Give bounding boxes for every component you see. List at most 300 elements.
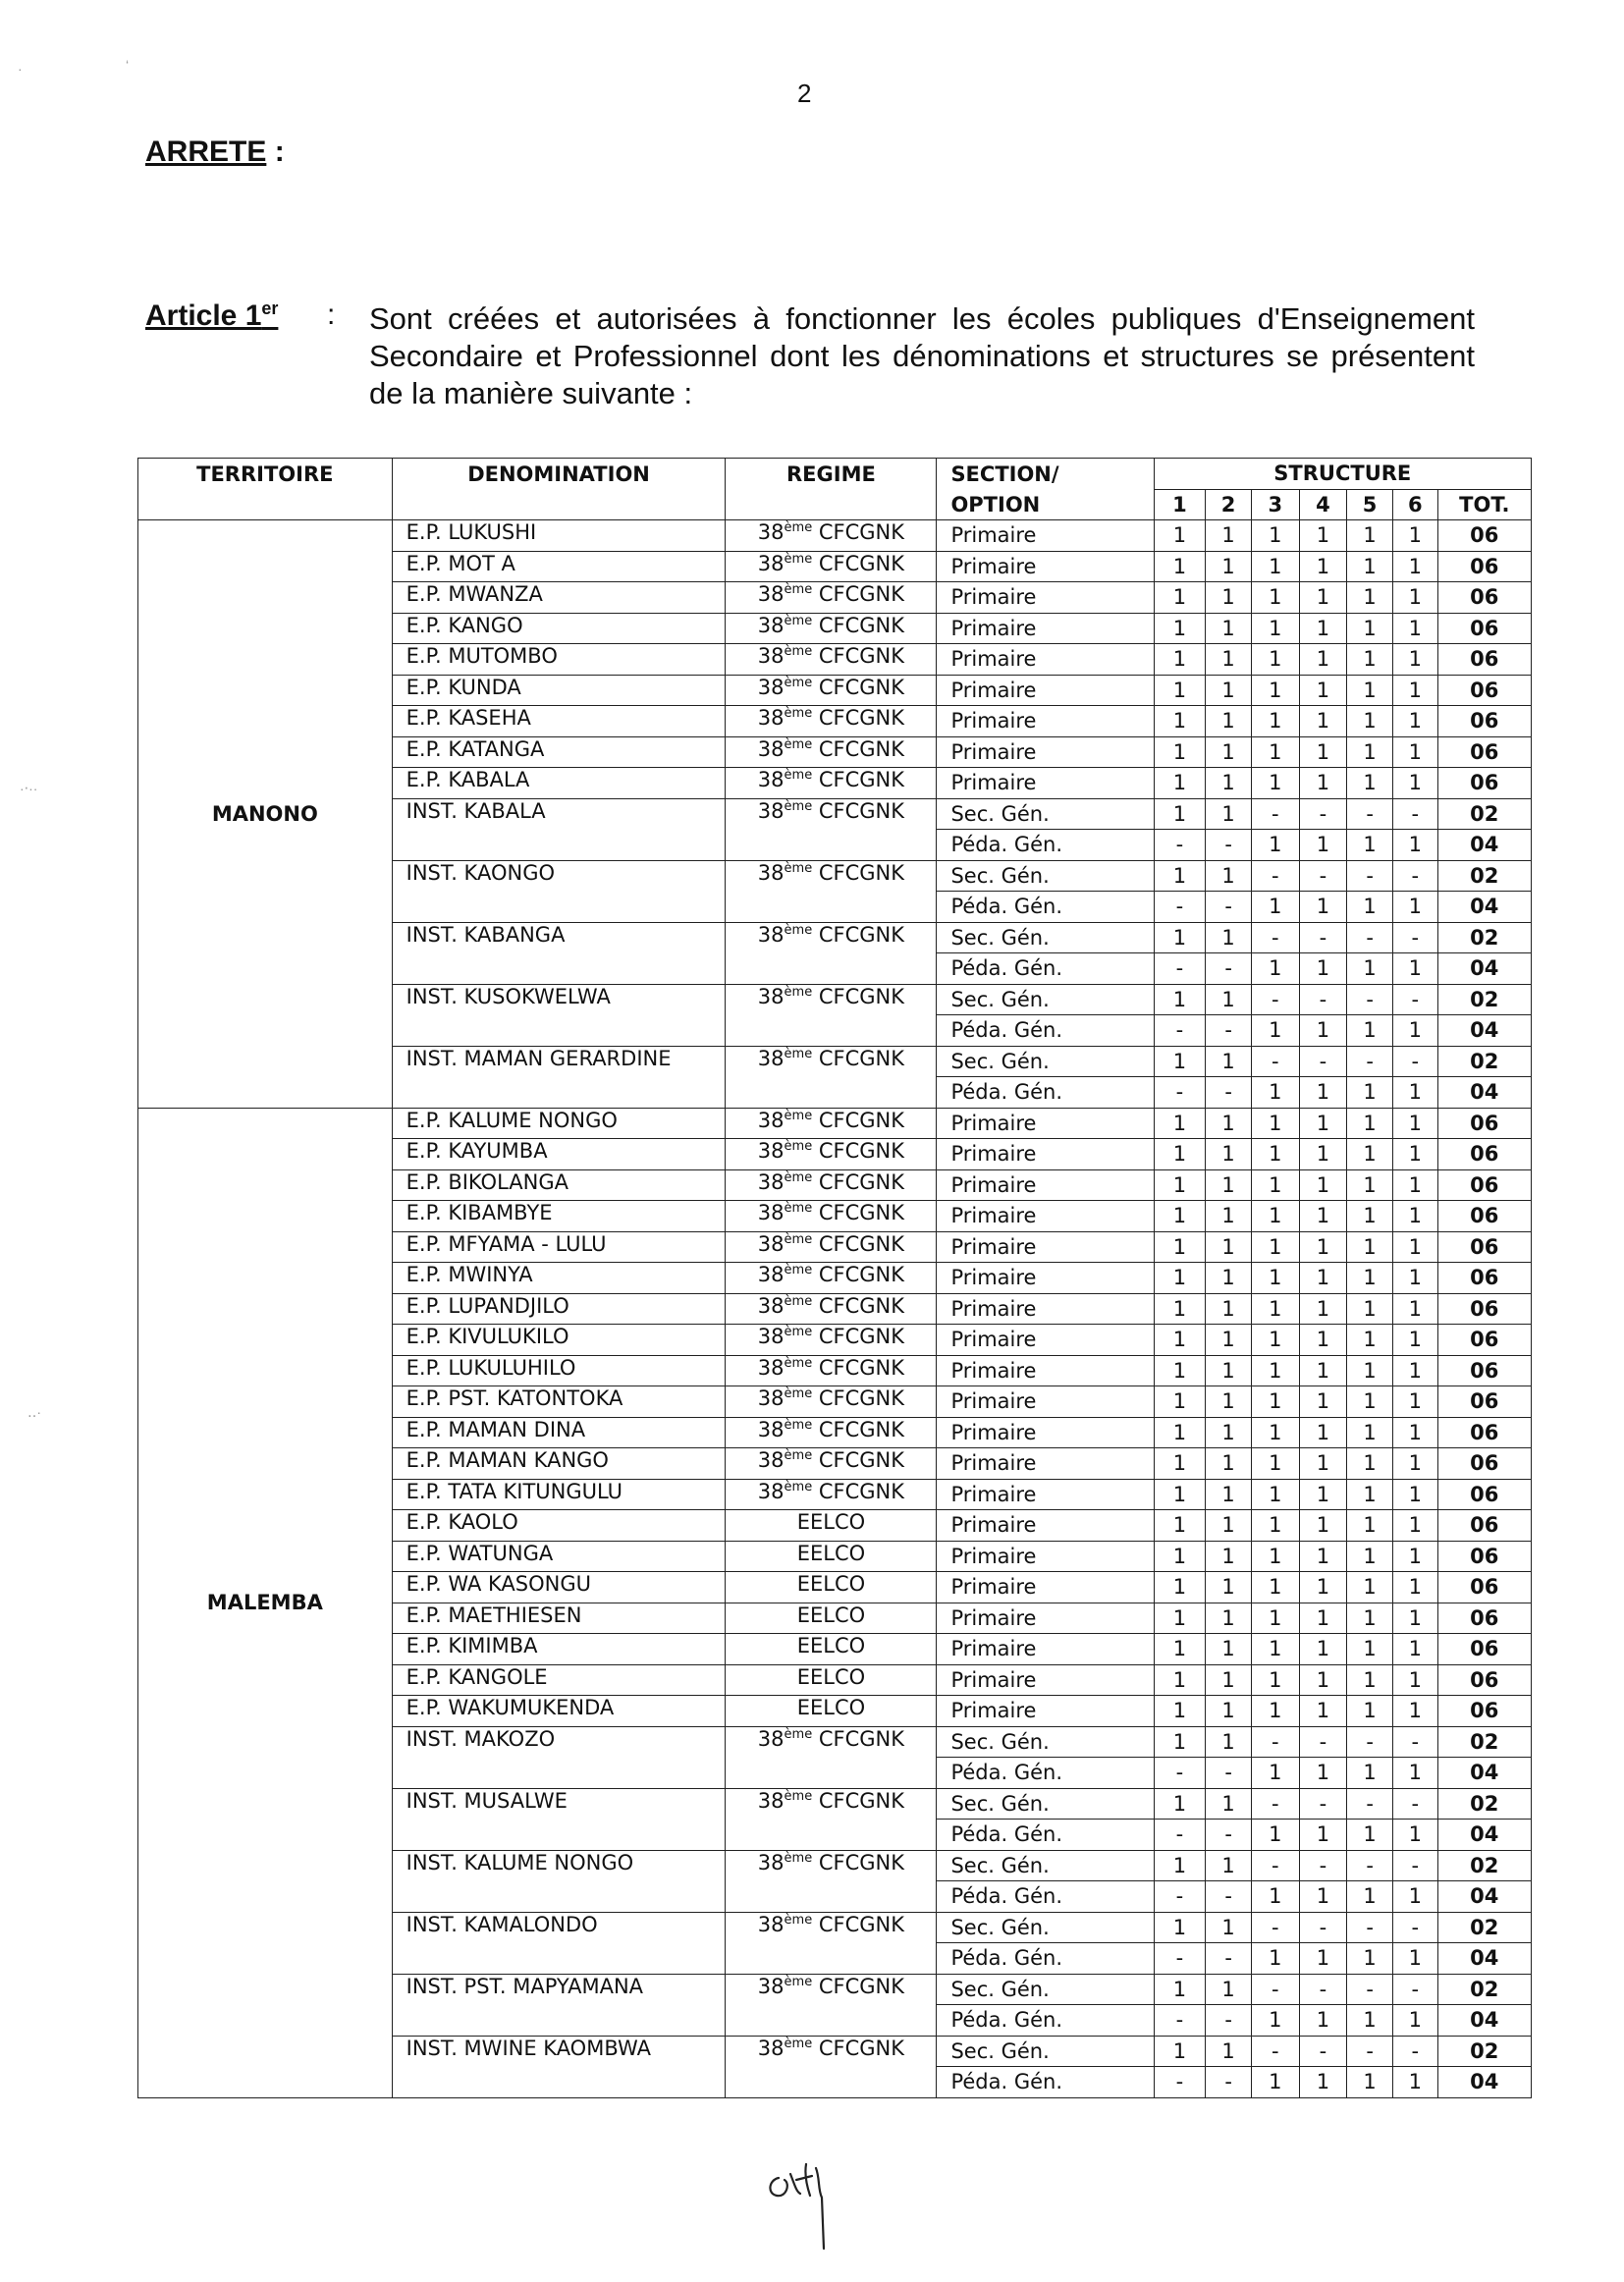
structure-cell-1: 1 [1154, 798, 1206, 830]
structure-cell-3: 1 [1251, 1293, 1299, 1325]
school-regime [726, 1510, 937, 1542]
structure-cell-5: 1 [1347, 1541, 1393, 1572]
regime-number: 38 [757, 768, 785, 791]
section-option: Primaire [937, 1510, 1154, 1542]
structure-cell-2: 1 [1206, 1510, 1252, 1542]
structure-cell-5: - [1347, 1974, 1393, 2005]
school-regime [726, 1603, 937, 1634]
school-name: E.P. KUNDA [392, 675, 726, 706]
structure-cell-5: 1 [1347, 1325, 1393, 1356]
regime-body: CFCGNK [812, 922, 905, 947]
school-regime [726, 984, 937, 1046]
section-option: Péda. Gén. [937, 1015, 1154, 1047]
structure-cell-2: 1 [1206, 1417, 1252, 1448]
structure-cell-5: - [1347, 1726, 1393, 1758]
regime-sup: ème [784, 1293, 813, 1309]
structure-cell-3: - [1251, 1726, 1299, 1758]
school-name: E.P. MAMAN KANGO [392, 1448, 726, 1480]
school-regime [726, 551, 937, 582]
structure-cell-1: 1 [1154, 644, 1206, 676]
structure-total: 06 [1437, 1139, 1531, 1170]
structure-cell-3: 1 [1251, 582, 1299, 614]
regime-number: 38 [757, 1139, 785, 1163]
schools-structure-table [137, 458, 1532, 2098]
regime-sup: ème [784, 922, 813, 938]
header-option: OPTION [937, 489, 1154, 520]
regime-body: CFCGNK [812, 1974, 905, 1998]
regime-body: CFCGNK [812, 1231, 905, 1256]
school-regime [726, 582, 937, 614]
structure-cell-6: 1 [1392, 1479, 1437, 1510]
structure-cell-5: 1 [1347, 706, 1393, 737]
page-number: 2 [797, 79, 812, 108]
structure-cell-3: 1 [1251, 736, 1299, 768]
section-option: Primaire [937, 768, 1154, 799]
regime-sup: ème [784, 1448, 813, 1463]
structure-cell-3: 1 [1251, 1231, 1299, 1263]
school-name: INST. KAMALONDO [392, 1912, 726, 1974]
school-regime [726, 2036, 937, 2097]
structure-cell-2: 1 [1206, 1850, 1252, 1881]
school-name: E.P. BIKOLANGA [392, 1169, 726, 1201]
regime-number: 38 [757, 1293, 785, 1318]
school-regime [726, 1541, 937, 1572]
structure-cell-6: 1 [1392, 551, 1437, 582]
structure-cell-1: 1 [1154, 1201, 1206, 1232]
regime-body: CFCGNK [812, 768, 905, 791]
section-option: Primaire [937, 1634, 1154, 1665]
structure-cell-4: 1 [1299, 1541, 1347, 1572]
structure-cell-4: 1 [1299, 1355, 1347, 1386]
structure-cell-3: 1 [1251, 1479, 1299, 1510]
structure-cell-4: - [1299, 922, 1347, 953]
structure-total: 06 [1437, 520, 1531, 552]
structure-cell-2: 1 [1206, 736, 1252, 768]
structure-cell-3: 1 [1251, 1386, 1299, 1418]
margin-dot: · [18, 61, 23, 77]
structure-cell-3: 1 [1251, 1572, 1299, 1603]
school-regime [726, 1263, 937, 1294]
regime-number: 38 [757, 1355, 785, 1380]
structure-cell-6: 1 [1392, 520, 1437, 552]
regime-number: 38 [757, 1386, 785, 1410]
section-option: Primaire [937, 1231, 1154, 1263]
section-option: Primaire [937, 1448, 1154, 1480]
structure-cell-4: 1 [1299, 1169, 1347, 1201]
structure-cell-5: 1 [1347, 520, 1393, 552]
regime-body: CFCGNK [812, 736, 905, 761]
regime-body: CFCGNK [812, 1788, 905, 1813]
regime-sup: ème [784, 582, 813, 597]
school-regime [726, 798, 937, 860]
regime-body: CFCGNK [812, 1201, 905, 1224]
school-name: INST. PST. MAPYAMANA [392, 1974, 726, 2036]
structure-total: 06 [1437, 1448, 1531, 1480]
structure-cell-3: 1 [1251, 1325, 1299, 1356]
structure-cell-5: - [1347, 922, 1393, 953]
regime-body: CFCGNK [812, 798, 905, 823]
structure-cell-6: 1 [1392, 613, 1437, 644]
regime-number: 38 [757, 1231, 785, 1256]
structure-cell-1: - [1154, 2005, 1206, 2037]
structure-cell-4: 1 [1299, 768, 1347, 799]
regime-number: EELCO [796, 1696, 866, 1719]
structure-total: 04 [1437, 1820, 1531, 1851]
regime-number: 38 [757, 1974, 785, 1998]
structure-cell-5: 1 [1347, 1943, 1393, 1975]
section-option: Primaire [937, 1479, 1154, 1510]
school-regime [726, 1664, 937, 1696]
structure-cell-2: 1 [1206, 1201, 1252, 1232]
structure-cell-5: 1 [1347, 1696, 1393, 1727]
structure-cell-4: 1 [1299, 582, 1347, 614]
structure-total: 06 [1437, 1664, 1531, 1696]
structure-cell-5: 1 [1347, 2067, 1393, 2098]
section-option: Primaire [937, 1293, 1154, 1325]
structure-total: 02 [1437, 922, 1531, 953]
regime-sup: ème [784, 1139, 813, 1154]
structure-cell-5: - [1347, 984, 1393, 1015]
regime-number: 38 [757, 922, 785, 947]
regime-sup: ème [784, 2036, 813, 2051]
structure-cell-2: 1 [1206, 1974, 1252, 2005]
section-option: Primaire [937, 706, 1154, 737]
structure-cell-1: 1 [1154, 1293, 1206, 1325]
structure-cell-5: 1 [1347, 1448, 1393, 1480]
structure-cell-5: 1 [1347, 1231, 1393, 1263]
regime-sup: ème [784, 1386, 813, 1401]
structure-cell-3: 1 [1251, 1696, 1299, 1727]
article-label [145, 299, 278, 333]
school-regime [726, 1231, 937, 1263]
structure-cell-5: 1 [1347, 830, 1393, 861]
school-name: E.P. LUKULUHILO [392, 1355, 726, 1386]
structure-cell-6: 1 [1392, 1448, 1437, 1480]
structure-cell-4: - [1299, 1912, 1347, 1943]
structure-cell-4: 1 [1299, 1510, 1347, 1542]
structure-cell-2: 1 [1206, 1386, 1252, 1418]
structure-cell-5: - [1347, 1046, 1393, 1077]
regime-number: 38 [757, 613, 785, 637]
structure-cell-4: - [1299, 1788, 1347, 1820]
regime-sup: ème [784, 675, 813, 690]
school-name: E.P. KANGO [392, 613, 726, 644]
structure-cell-2: 1 [1206, 984, 1252, 1015]
structure-total: 06 [1437, 1263, 1531, 1294]
regime-number: 38 [757, 520, 785, 544]
structure-cell-1: - [1154, 1820, 1206, 1851]
school-name: E.P. KAOLO [392, 1510, 726, 1542]
section-option: Primaire [937, 1696, 1154, 1727]
structure-cell-6: 1 [1392, 1603, 1437, 1634]
structure-cell-3: 1 [1251, 706, 1299, 737]
structure-cell-4: 1 [1299, 706, 1347, 737]
structure-cell-6: 1 [1392, 706, 1437, 737]
structure-cell-1: 1 [1154, 551, 1206, 582]
section-option: Péda. Gén. [937, 892, 1154, 923]
structure-total: 06 [1437, 1541, 1531, 1572]
section-option: Sec. Gén. [937, 1850, 1154, 1881]
regime-body: CFCGNK [812, 1726, 905, 1751]
structure-cell-4: - [1299, 1850, 1347, 1881]
structure-cell-4: 1 [1299, 675, 1347, 706]
structure-cell-4: 1 [1299, 1417, 1347, 1448]
school-regime [726, 1108, 937, 1139]
structure-cell-5: 1 [1347, 1201, 1393, 1232]
structure-cell-4: - [1299, 2036, 1347, 2067]
structure-cell-4: 1 [1299, 1943, 1347, 1975]
structure-cell-6: - [1392, 1974, 1437, 2005]
article-colon: : [327, 299, 336, 331]
header-structure: STRUCTURE [1154, 459, 1531, 490]
table-row [138, 1108, 1532, 1139]
structure-cell-1: - [1154, 892, 1206, 923]
school-regime [726, 1850, 937, 1912]
regime-sup: ème [784, 798, 813, 814]
section-option: Sec. Gén. [937, 860, 1154, 892]
structure-cell-4: 1 [1299, 953, 1347, 985]
structure-cell-6: 1 [1392, 830, 1437, 861]
regime-sup: ème [784, 1479, 813, 1494]
structure-cell-4: 1 [1299, 1696, 1347, 1727]
structure-cell-2: 1 [1206, 1479, 1252, 1510]
structure-cell-2: 1 [1206, 2036, 1252, 2067]
structure-cell-4: 1 [1299, 1479, 1347, 1510]
school-regime [726, 1726, 937, 1788]
structure-cell-3: 1 [1251, 1448, 1299, 1480]
regime-body: CFCGNK [812, 520, 905, 544]
structure-total: 02 [1437, 1912, 1531, 1943]
structure-cell-2: 1 [1206, 798, 1252, 830]
section-option: Primaire [937, 1664, 1154, 1696]
school-name: INST. KABALA [392, 798, 726, 860]
structure-cell-2: 1 [1206, 644, 1252, 676]
section-option: Primaire [937, 644, 1154, 676]
structure-total: 02 [1437, 1974, 1531, 2005]
structure-total: 04 [1437, 1881, 1531, 1913]
structure-cell-1: 1 [1154, 860, 1206, 892]
section-option: Primaire [937, 551, 1154, 582]
section-option: Sec. Gén. [937, 1788, 1154, 1820]
structure-cell-3: 1 [1251, 675, 1299, 706]
structure-cell-4: 1 [1299, 1664, 1347, 1696]
margin-dot: ·‧·· [20, 781, 38, 796]
structure-cell-3: 1 [1251, 1603, 1299, 1634]
regime-sup: ème [784, 1912, 813, 1928]
structure-cell-2: 1 [1206, 613, 1252, 644]
structure-cell-4: 1 [1299, 892, 1347, 923]
structure-cell-3: 1 [1251, 1417, 1299, 1448]
section-option: Sec. Gén. [937, 1974, 1154, 2005]
structure-cell-3: - [1251, 1046, 1299, 1077]
structure-cell-6: 1 [1392, 1664, 1437, 1696]
structure-cell-6: 1 [1392, 1634, 1437, 1665]
structure-cell-3: 1 [1251, 1943, 1299, 1975]
school-regime [726, 1572, 937, 1603]
structure-total: 06 [1437, 1696, 1531, 1727]
structure-cell-1: - [1154, 1015, 1206, 1047]
structure-cell-2: 1 [1206, 1263, 1252, 1294]
structure-cell-6: - [1392, 1788, 1437, 1820]
structure-cell-4: 1 [1299, 1881, 1347, 1913]
structure-cell-4: 1 [1299, 1758, 1347, 1789]
regime-number: 38 [757, 1263, 785, 1286]
structure-cell-6: 1 [1392, 1263, 1437, 1294]
structure-total: 04 [1437, 1943, 1531, 1975]
structure-cell-6: 1 [1392, 644, 1437, 676]
decree-heading-label: ARRETE [145, 136, 267, 168]
structure-cell-6: 1 [1392, 1417, 1437, 1448]
school-regime [726, 1386, 937, 1418]
structure-cell-1: 1 [1154, 1696, 1206, 1727]
school-regime [726, 1788, 937, 1850]
structure-cell-4: 1 [1299, 1634, 1347, 1665]
school-regime [726, 1417, 937, 1448]
structure-cell-4: - [1299, 1974, 1347, 2005]
school-regime [726, 1355, 937, 1386]
school-name: E.P. MWINYA [392, 1263, 726, 1294]
structure-cell-3: 1 [1251, 2005, 1299, 2037]
structure-cell-5: 1 [1347, 1758, 1393, 1789]
section-option: Sec. Gén. [937, 1046, 1154, 1077]
regime-sup: ème [784, 984, 813, 1000]
section-option: Primaire [937, 1139, 1154, 1170]
structure-cell-5: 1 [1347, 1263, 1393, 1294]
header-col-6: 6 [1392, 489, 1437, 520]
structure-total: 02 [1437, 1046, 1531, 1077]
structure-cell-6: 1 [1392, 1696, 1437, 1727]
school-regime [726, 1201, 937, 1232]
school-regime [726, 1448, 937, 1480]
structure-total: 06 [1437, 736, 1531, 768]
regime-body: CFCGNK [812, 1355, 905, 1380]
school-regime [726, 675, 937, 706]
structure-cell-1: - [1154, 1077, 1206, 1109]
signature-icon [761, 2150, 849, 2258]
school-regime [726, 1325, 937, 1356]
structure-total: 06 [1437, 675, 1531, 706]
school-name: E.P. KATANGA [392, 736, 726, 768]
structure-cell-4: 1 [1299, 1293, 1347, 1325]
structure-cell-4: 1 [1299, 551, 1347, 582]
regime-body: CFCGNK [812, 984, 905, 1008]
structure-cell-4: 1 [1299, 2005, 1347, 2037]
section-option: Sec. Gén. [937, 984, 1154, 1015]
school-regime [726, 1169, 937, 1201]
structure-total: 02 [1437, 2036, 1531, 2067]
structure-total: 06 [1437, 1603, 1531, 1634]
structure-cell-3: - [1251, 1788, 1299, 1820]
territory-cell: MALEMBA [138, 1108, 393, 2097]
section-option: Péda. Gén. [937, 1881, 1154, 1913]
structure-total: 06 [1437, 1479, 1531, 1510]
regime-body: CFCGNK [812, 1912, 905, 1936]
regime-sup: ème [784, 736, 813, 752]
structure-total: 02 [1437, 1726, 1531, 1758]
structure-cell-3: 1 [1251, 1541, 1299, 1572]
regime-number: 38 [757, 582, 785, 606]
header-total: TOT. [1437, 489, 1531, 520]
school-name: INST. MAKOZO [392, 1726, 726, 1788]
structure-cell-5: 1 [1347, 953, 1393, 985]
structure-cell-1: - [1154, 1881, 1206, 1913]
section-option: Péda. Gén. [937, 1758, 1154, 1789]
school-name: E.P. LUPANDJILO [392, 1293, 726, 1325]
structure-cell-6: 1 [1392, 1201, 1437, 1232]
header-section: SECTION/ [937, 459, 1154, 490]
structure-cell-5: 1 [1347, 892, 1393, 923]
structure-cell-4: 1 [1299, 1077, 1347, 1109]
structure-cell-6: - [1392, 798, 1437, 830]
structure-cell-2: 1 [1206, 520, 1252, 552]
structure-cell-4: 1 [1299, 1820, 1347, 1851]
structure-cell-6: 1 [1392, 675, 1437, 706]
structure-cell-4: 1 [1299, 1139, 1347, 1170]
structure-total: 02 [1437, 860, 1531, 892]
structure-cell-2: - [1206, 1881, 1252, 1913]
structure-total: 06 [1437, 1355, 1531, 1386]
structure-total: 06 [1437, 1325, 1531, 1356]
structure-total: 04 [1437, 1015, 1531, 1047]
structure-cell-1: - [1154, 953, 1206, 985]
regime-body: CFCGNK [812, 706, 905, 730]
regime-sup: ème [784, 1169, 813, 1185]
regime-body: CFCGNK [812, 1386, 905, 1410]
regime-number: 38 [757, 1850, 785, 1874]
structure-cell-3: - [1251, 1974, 1299, 2005]
structure-cell-5: 1 [1347, 1386, 1393, 1418]
structure-cell-5: - [1347, 798, 1393, 830]
section-option: Péda. Gén. [937, 1077, 1154, 1109]
structure-cell-2: 1 [1206, 1169, 1252, 1201]
structure-cell-4: - [1299, 984, 1347, 1015]
section-option: Primaire [937, 675, 1154, 706]
structure-cell-5: 1 [1347, 644, 1393, 676]
regime-number: 38 [757, 984, 785, 1008]
section-option: Primaire [937, 1263, 1154, 1294]
structure-cell-1: 1 [1154, 520, 1206, 552]
section-option: Primaire [937, 1572, 1154, 1603]
school-regime [726, 1696, 937, 1727]
section-option: Primaire [937, 736, 1154, 768]
structure-cell-2: - [1206, 953, 1252, 985]
school-name: INST. KAONGO [392, 860, 726, 922]
section-option: Primaire [937, 1541, 1154, 1572]
section-option: Sec. Gén. [937, 922, 1154, 953]
structure-cell-1: 1 [1154, 1572, 1206, 1603]
structure-cell-2: 1 [1206, 1046, 1252, 1077]
structure-cell-1: 1 [1154, 1169, 1206, 1201]
regime-number: 38 [757, 1325, 785, 1348]
header-col-1: 1 [1154, 489, 1206, 520]
structure-cell-3: - [1251, 1912, 1299, 1943]
school-regime [726, 922, 937, 984]
structure-total: 06 [1437, 582, 1531, 614]
school-name: E.P. KANGOLE [392, 1664, 726, 1696]
structure-cell-4: - [1299, 798, 1347, 830]
school-regime [726, 520, 937, 552]
regime-number: 38 [757, 1479, 785, 1503]
school-name: E.P. MWANZA [392, 582, 726, 614]
regime-sup: ème [784, 1046, 813, 1061]
header-col-4: 4 [1299, 489, 1347, 520]
structure-cell-6: - [1392, 2036, 1437, 2067]
structure-cell-1: 1 [1154, 582, 1206, 614]
section-option: Primaire [937, 1417, 1154, 1448]
structure-cell-3: 1 [1251, 1355, 1299, 1386]
structure-total: 04 [1437, 2067, 1531, 2098]
structure-cell-3: 1 [1251, 1077, 1299, 1109]
